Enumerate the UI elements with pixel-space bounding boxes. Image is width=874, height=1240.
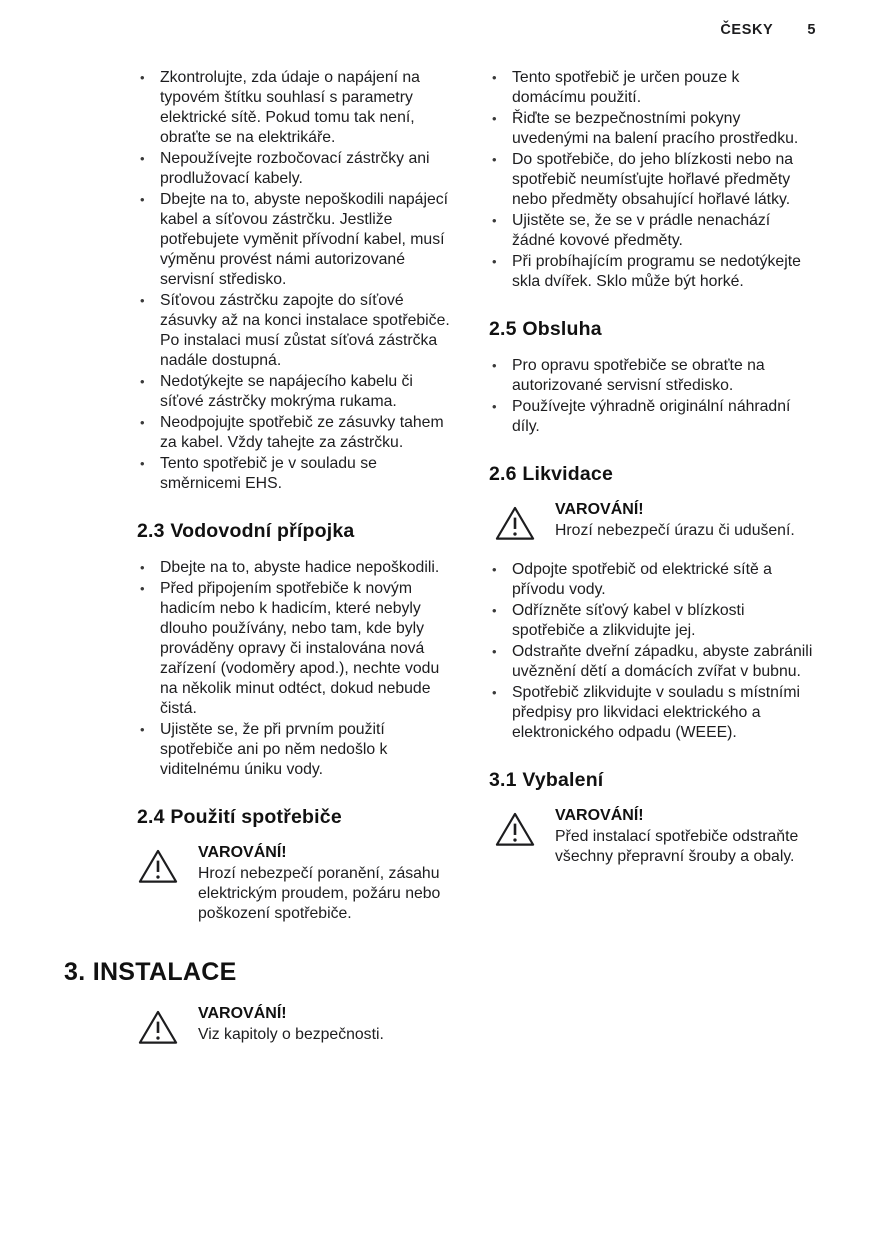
chapter-heading-3: 3. INSTALACE <box>64 958 237 986</box>
list-item: • Používejte výhradně originální náhradní díly. <box>489 397 816 437</box>
page-number: 5 <box>807 22 816 38</box>
warning-text: Hrozí nebezpečí poranění, zásahu elektrickým proudem, požáru nebo poškození spotřebiče. <box>198 865 441 922</box>
two-column-layout <box>64 68 816 1064</box>
list-item: • Síťovou zástrčku zapojte do síťové zásuvky až na konci instalace spotřebiče. Po instalaci musí zůstat síťová zástrčka nadále dostupná. <box>137 291 457 371</box>
warning-text: Viz kapitoly o bezpečnosti. <box>198 1026 384 1043</box>
water-connection-list <box>137 558 457 780</box>
warning-box-installation <box>137 1005 457 1052</box>
general-safety-list <box>489 68 816 292</box>
section-heading-3-1: 3.1 Vybalení <box>489 769 604 791</box>
list-item: • Neodpojujte spotřebič ze zásuvky tahem za kabel. Vždy tahejte za zástrčku. <box>137 413 457 453</box>
warning-title: VAROVÁNÍ! <box>198 844 287 861</box>
left-column <box>64 68 489 1064</box>
list-item: • Před připojením spotřebiče k novým hadicím nebo k hadicím, které nebyly dlouho používány, nebo tam, kde byly prováděny opravy či instalována nová zařízení (vodoměry apod.), nechte vodu na několik minut odtéct, dokud nebude čistá. <box>137 579 457 719</box>
list-item: • Řiďte se bezpečnostními pokyny uvedenými na balení pracího prostředku. <box>489 109 816 149</box>
disposal-list <box>489 560 816 743</box>
list-item: • Tento spotřebič je určen pouze k domácímu použití. <box>489 68 816 108</box>
section-heading-2-3: 2.3 Vodovodní přípojka <box>137 520 355 542</box>
section-heading-2-6: 2.6 Likvidace <box>489 463 614 485</box>
list-item: • Zkontrolujte, zda údaje o napájení na typovém štítku souhlasí s parametry elektrické sítě. Pokud tomu tak není, obraťte se na elektrikáře. <box>137 68 457 148</box>
list-item: • Dbejte na to, abyste nepoškodili napájecí kabel a síťovou zástrčku. Jestliže potřebujete vyměnit přívodní kabel, musí výměnu provést námi autorizované servisní středisko. <box>137 190 457 290</box>
list-item: • Odpojte spotřebič od elektrické sítě a přívodu vody. <box>489 560 816 600</box>
list-item: • Ujistěte se, že se v prádle nenachází žádné kovové předměty. <box>489 211 816 251</box>
warning-text: Před instalací spotřebiče odstraňte všechny přepravní šrouby a obaly. <box>555 828 799 865</box>
list-item: • Nepoužívejte rozbočovací zástrčky ani prodlužovací kabely. <box>137 149 457 189</box>
section-heading-2-4: 2.4 Použití spotřebiče <box>137 806 342 828</box>
warning-triangle-icon <box>494 807 536 867</box>
warning-content <box>198 1005 384 1052</box>
list-item: • Nedotýkejte se napájecího kabelu či síťové zástrčky mokrýma rukama. <box>137 372 457 412</box>
warning-triangle-icon <box>494 501 536 548</box>
warning-text: Hrozí nebezpečí úrazu či udušení. <box>555 522 795 539</box>
list-item: • Při probíhajícím programu se nedotýkejte skla dvířek. Sklo může být horké. <box>489 252 816 292</box>
section-heading-2-5: 2.5 Obsluha <box>489 318 602 340</box>
list-item: • Do spotřebiče, do jeho blízkosti nebo na spotřebič neumísťujte hořlavé předměty nebo předměty obsahující hořlavé látky. <box>489 150 816 210</box>
page-header <box>64 20 816 38</box>
list-item: • Spotřebič zlikvidujte v souladu s místními předpisy pro likvidaci elektrického a elektronického odpadu (WEEE). <box>489 683 816 743</box>
warning-title: VAROVÁNÍ! <box>555 807 644 824</box>
service-list <box>489 356 816 437</box>
warning-box-unpacking <box>494 807 816 867</box>
warning-title: VAROVÁNÍ! <box>198 1005 287 1022</box>
list-item: • Odstraňte dveřní západku, abyste zabránili uvěznění dětí a domácích zvířat v bubnu. <box>489 642 816 682</box>
warning-box-disposal <box>494 501 816 548</box>
warning-content <box>555 501 795 548</box>
language-label: ČESKY <box>720 22 774 38</box>
warning-content <box>555 807 816 867</box>
list-item: • Dbejte na to, abyste hadice nepoškodili. <box>137 558 457 578</box>
warning-triangle-icon <box>137 1005 179 1052</box>
electrical-safety-list <box>137 68 457 494</box>
list-item: • Ujistěte se, že při prvním použití spotřebiče ani po něm nedošlo k viditelnému úniku vody. <box>137 720 457 780</box>
list-item: • Tento spotřebič je v souladu se směrnicemi EHS. <box>137 454 457 494</box>
warning-triangle-icon <box>137 844 179 924</box>
warning-box-use <box>137 844 457 924</box>
list-item: • Pro opravu spotřebiče se obraťte na autorizované servisní středisko. <box>489 356 816 396</box>
warning-content <box>198 844 457 924</box>
list-item: • Odřízněte síťový kabel v blízkosti spotřebiče a zlikvidujte jej. <box>489 601 816 641</box>
warning-title: VAROVÁNÍ! <box>555 501 644 518</box>
right-column <box>489 68 816 1064</box>
